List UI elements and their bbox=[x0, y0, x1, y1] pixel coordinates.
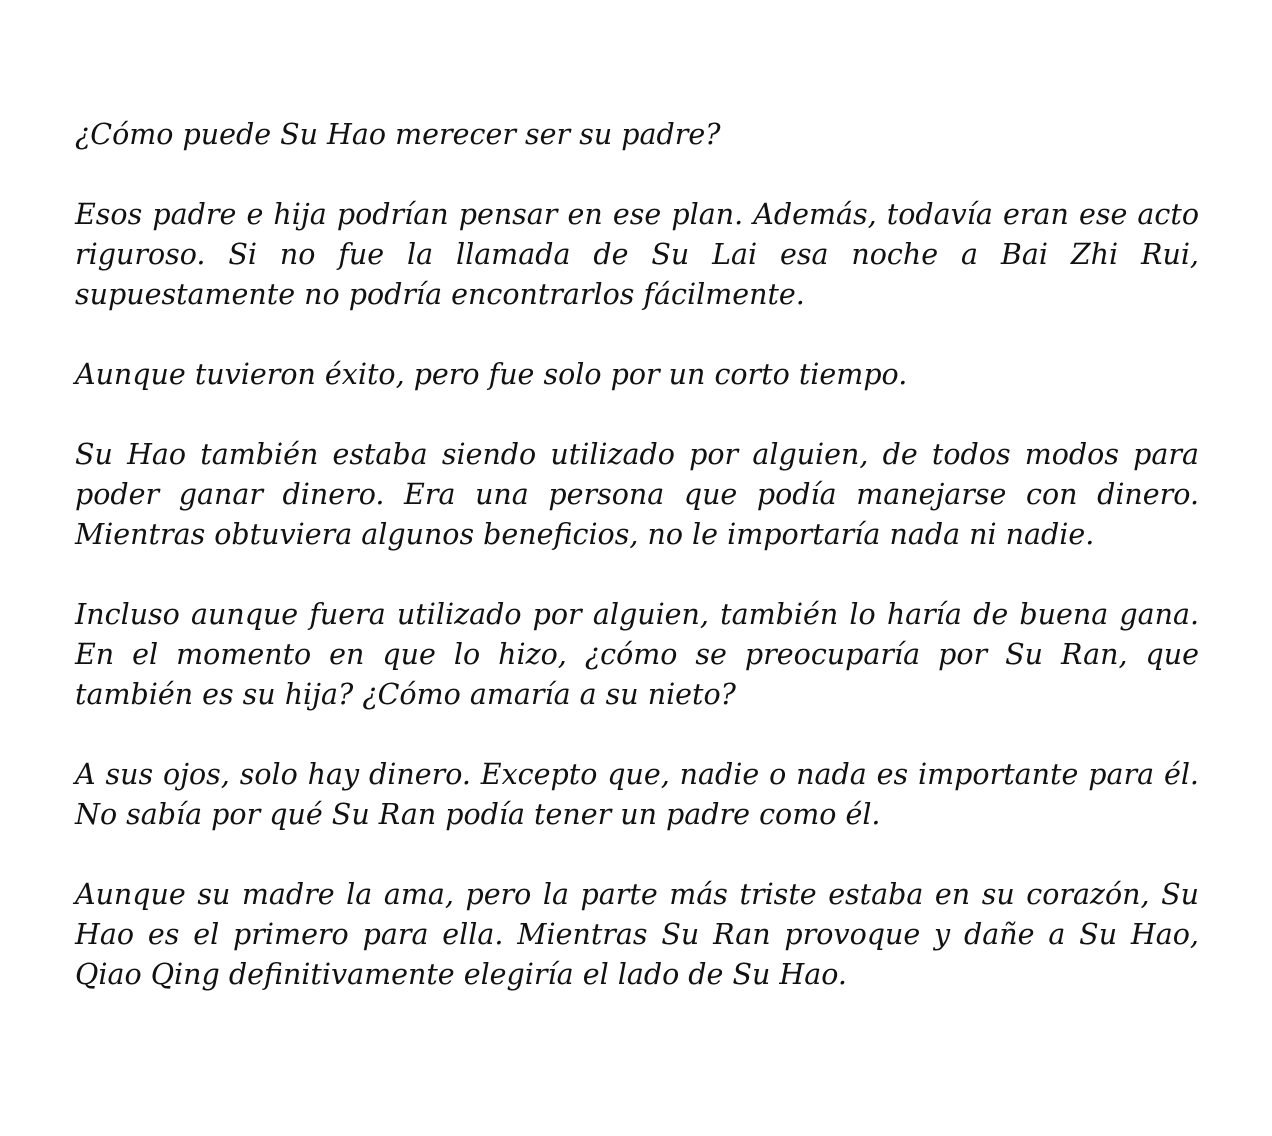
paragraph-4: Su Hao también estaba siendo utilizado por alguien, de todos modos para poder ganar dinero. Era una persona que podía manejarse con dinero. Mientras obtuviera algunos beneficios, no le importaría nada ni nadie. bbox=[75, 438, 1199, 551]
paragraph-1: ¿Cómo puede Su Hao merecer ser su padre? bbox=[75, 118, 721, 151]
document-body bbox=[75, 115, 1199, 995]
paragraph-2: Esos padre e hija podrían pensar en ese plan. Además, todavía eran ese acto riguroso. Si no fue la llamada de Su Lai esa noche a Bai Zhi Rui, supuestamente no podría encontrarlos fácilmente. bbox=[75, 198, 1199, 311]
paragraph-6: A sus ojos, solo hay dinero. Excepto que, nadie o nada es importante para él. No sabía por qué Su Ran podía tener un padre como él. bbox=[75, 758, 1199, 831]
paragraph-7: Aunque su madre la ama, pero la parte más triste estaba en su corazón, Su Hao es el primero para ella. Mientras Su Ran provoque y dañe a Su Hao, Qiao Qing definitivamente elegiría el lado de Su Hao. bbox=[75, 878, 1199, 991]
paragraph-5: Incluso aunque fuera utilizado por alguien, también lo haría de buena gana. En el momento en que lo hizo, ¿cómo se preocuparía por Su Ran, que también es su hija? ¿Cómo amaría a su nieto? bbox=[75, 598, 1199, 711]
paragraph-3: Aunque tuvieron éxito, pero fue solo por un corto tiempo. bbox=[75, 358, 908, 391]
